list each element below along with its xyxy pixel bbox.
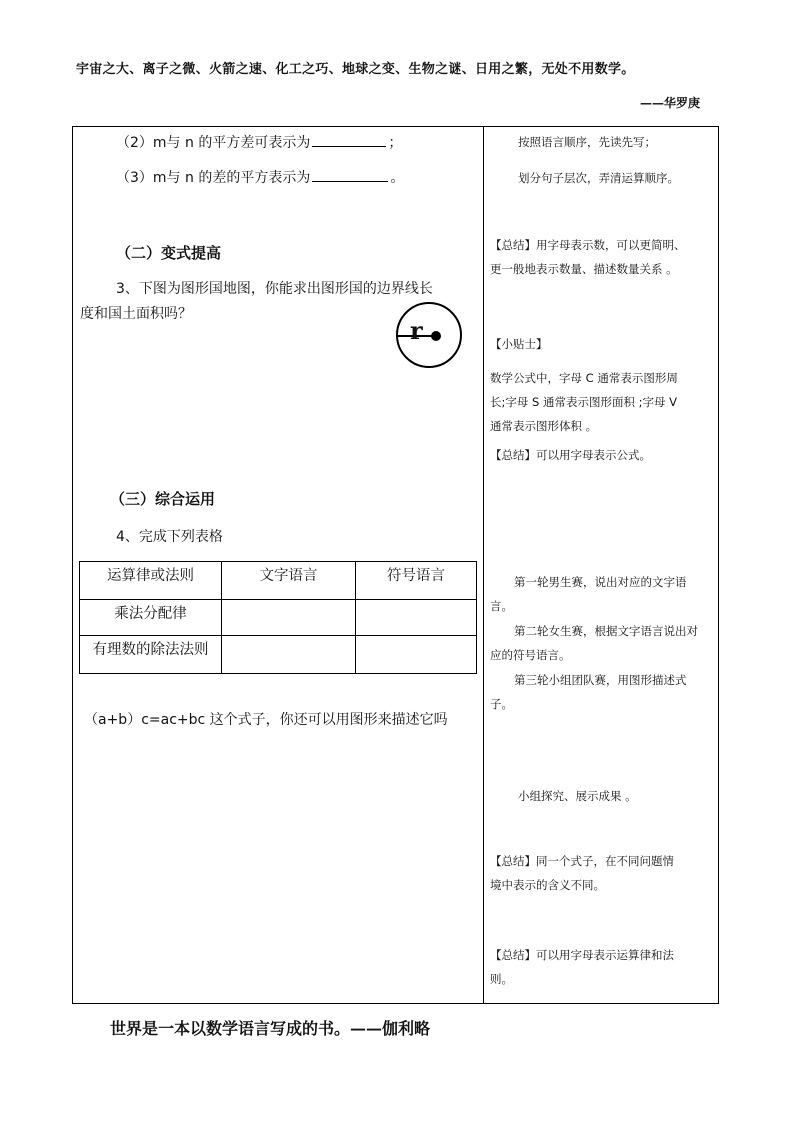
summary-4-line-1: 【总结】可以用字母表示运算律和法 xyxy=(490,948,674,962)
header-quote: 宇宙之大、离子之微、火箭之速、化工之巧、地球之变、生物之谜、日用之繁，无处不用数学。 xyxy=(76,62,635,77)
summary-3-line-1: 【总结】同一个式子，在不同问题情 xyxy=(490,854,674,868)
table-header-cell: 文字语言 xyxy=(222,562,356,600)
tip-body xyxy=(490,366,705,438)
section-3-title: （三）综合运用 xyxy=(110,490,216,508)
table-cell: 乘法分配律 xyxy=(80,600,222,636)
item-2 xyxy=(116,132,402,152)
table-header-cell: 运算律或法则 xyxy=(80,562,222,600)
question-3-line-2: 度和国土面积吗？ xyxy=(80,306,192,322)
note-operation-order: 划分句子层次，弄清运算顺序。 xyxy=(518,171,679,185)
item-2-answer-blank[interactable] xyxy=(312,132,386,147)
table-header-row xyxy=(80,562,477,600)
item-3-answer-blank[interactable] xyxy=(312,167,388,182)
summary-3-line-2: 境中表示的含义不同。 xyxy=(490,878,605,892)
footer-quote: 世界是一本以数学语言写成的书。——伽利略 xyxy=(110,1019,431,1038)
law-table xyxy=(79,561,477,674)
round-2-line-1: 第二轮女生赛，根据文字语言说出对 xyxy=(514,624,698,638)
radius-label: r xyxy=(410,316,423,345)
round-3-line-1: 第三轮小组团队赛，用图形描述式 xyxy=(514,673,687,687)
table-row xyxy=(80,636,477,674)
tip-line-1: 数学公式中，字母 C 通常表示图形周 xyxy=(490,371,678,385)
table-row xyxy=(80,600,477,636)
round-3-line-2: 子。 xyxy=(490,697,513,711)
round-1-line-1: 第一轮男生赛，说出对应的文字语 xyxy=(514,575,687,589)
question-4: 4、完成下列表格 xyxy=(116,529,223,545)
table-answer-cell[interactable] xyxy=(222,600,356,636)
summary-1-line-2: 更一般地表示数量、描述数量关系 。 xyxy=(490,262,678,276)
note-reading-order: 按照语言顺序，先读先写； xyxy=(518,135,656,149)
summary-4 xyxy=(490,943,705,991)
summary-3 xyxy=(490,849,705,897)
table-answer-cell[interactable] xyxy=(356,600,477,636)
table-header-cell: 符号语言 xyxy=(356,562,477,600)
item-3-label: （3）m与 n 的差的平方表示为 xyxy=(116,170,311,186)
summary-4-line-2: 则。 xyxy=(490,972,513,986)
round-1-note xyxy=(490,570,705,618)
group-explore-note: 小组探究、展示成果 。 xyxy=(518,789,637,803)
round-3-note xyxy=(490,668,705,716)
section-2-title: （二）变式提高 xyxy=(116,244,222,262)
question-5: （a+b）c=ac+bc 这个式子，你还可以用图形来描述它吗 xyxy=(84,712,448,728)
round-2-note xyxy=(490,619,705,667)
round-1-line-2: 言。 xyxy=(490,599,513,613)
tip-line-2: 长;字母 S 通常表示图形面积 ;字母 V xyxy=(490,395,678,409)
summary-1-line-1: 【总结】用字母表示数，可以更简明、 xyxy=(490,238,686,252)
tip-line-3: 通常表示图形体积 。 xyxy=(490,419,598,433)
question-3-line-1: 3、下图为图形国地图，你能求出图形国的边界线长 xyxy=(116,281,433,297)
item-2-end: ； xyxy=(388,135,403,151)
item-2-label: （2）m与 n 的平方差可表示为 xyxy=(116,135,311,151)
summary-1 xyxy=(490,233,705,281)
table-answer-cell[interactable] xyxy=(356,636,477,674)
summary-2: 【总结】可以用字母表示公式。 xyxy=(490,448,651,462)
tip-title: 【小贴士】 xyxy=(490,337,548,351)
item-3 xyxy=(116,167,404,187)
table-cell: 有理数的除法法则 xyxy=(80,636,222,674)
item-3-end: 。 xyxy=(390,170,405,186)
round-2-line-2: 应的符号语言。 xyxy=(490,648,571,662)
column-divider xyxy=(483,126,484,1004)
table-answer-cell[interactable] xyxy=(222,636,356,674)
circle-center-dot xyxy=(431,331,441,341)
header-quote-author: ——华罗庚 xyxy=(640,96,701,110)
